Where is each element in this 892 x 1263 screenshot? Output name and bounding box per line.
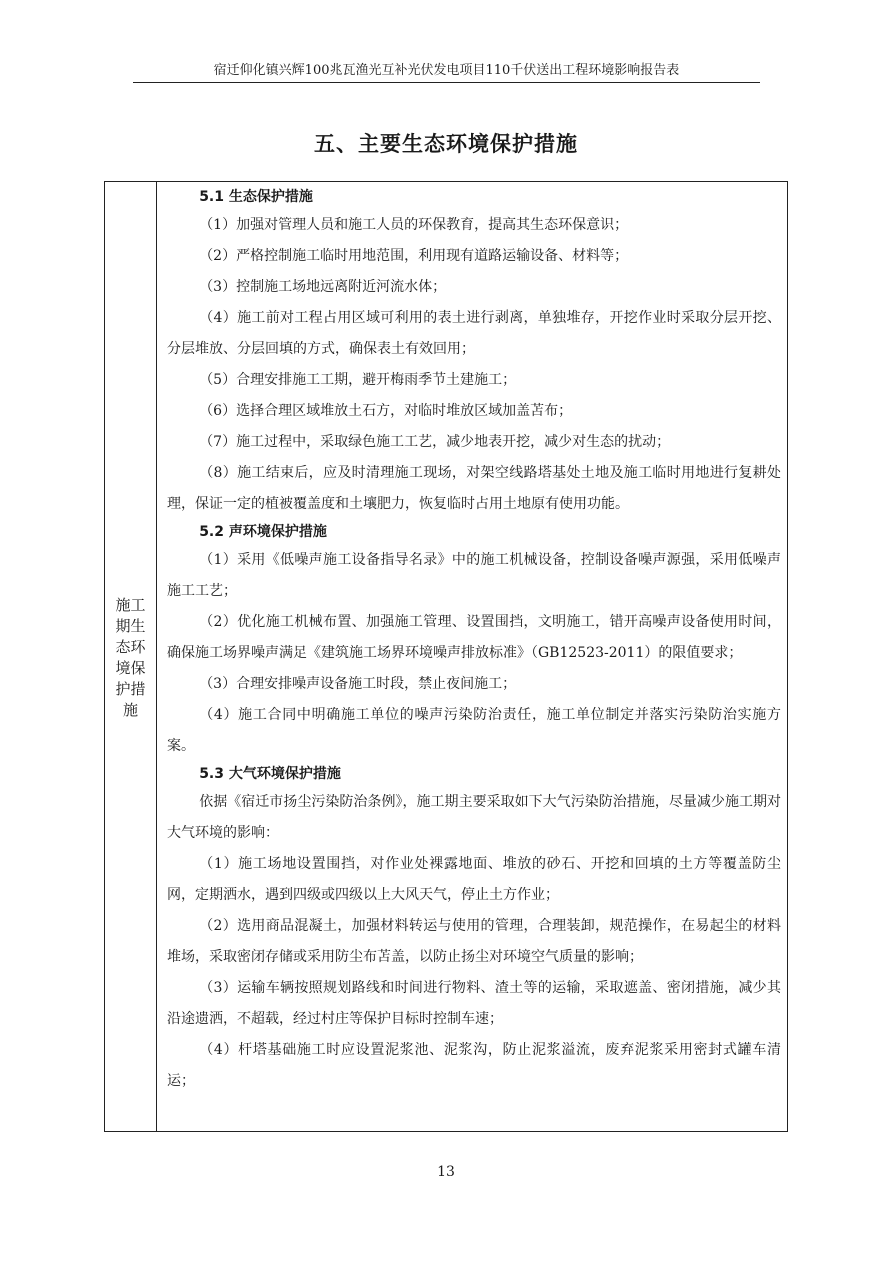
paragraph: （1）采用《低噪声施工设备指导名录》中的施工机械设备，控制设备噪声源强，采用低噪声施工工艺； [167, 552, 781, 599]
paragraph: （4）施工前对工程占用区域可利用的表土进行剥离，单独堆存，开挖作业时采取分层开挖、分层堆放、分层回填的方式，确保表土有效回用； [167, 310, 781, 357]
section-title: 5.2 声环境保护措施 [199, 524, 327, 540]
measures-table [104, 181, 788, 1132]
paragraph: （1）施工场地设置围挡，对作业处裸露地面、堆放的砂石、开挖和回填的土方等覆盖防尘网，定期洒水，遇到四级或四级以上大风天气，停止土方作业； [167, 856, 781, 903]
page-title: 五、主要生态环境保护措施 [314, 132, 578, 156]
paragraph: （8）施工结束后，应及时清理施工现场，对架空线路塔基处土地及施工临时用地进行复耕处理，保证一定的植被覆盖度和土壤肥力，恢复临时占用土地原有使用功能。 [167, 465, 781, 512]
paragraph: 依据《宿迁市扬尘污染防治条例》，施工期主要采取如下大气污染防治措施，尽量减少施工期对大气环境的影响： [167, 794, 781, 841]
page-number: 13 [437, 1164, 455, 1180]
paragraph: （4）杆塔基础施工时应设置泥浆池、泥浆沟，防止泥浆溢流，废弃泥浆采用密封式罐车清运； [167, 1042, 781, 1089]
header-rule [133, 82, 760, 83]
paragraph: （3）控制施工场地远离附近河流水体； [199, 279, 447, 295]
paragraph: （2）优化施工机械布置、加强施工管理、设置围挡，文明施工，错开高噪声设备使用时间，确保施工场界噪声满足《建筑施工场界环境噪声排放标准》（GB12523-2011）的限值要求； [167, 614, 781, 661]
paragraph: （3）合理安排噪声设备施工时段，禁止夜间施工； [199, 676, 517, 692]
section-title: 5.3 大气环境保护措施 [199, 766, 341, 782]
category-label: 施工期生态环境保护措施 [115, 595, 146, 719]
paragraph: （4）施工合同中明确施工单位的噪声污染防治责任，施工单位制定并落实污染防治实施方案。 [167, 707, 781, 754]
measures-content [157, 185, 787, 1097]
category-cell [105, 182, 157, 1131]
section-atmospheric [167, 762, 781, 1097]
section-acoustic [167, 520, 781, 762]
running-header: 宿迁仰化镇兴辉100兆瓦渔光互补光伏发电项目110千伏送出工程环境影响报告表 [213, 63, 680, 78]
section-ecological [167, 185, 781, 520]
paragraph: （5）合理安排施工工期，避开梅雨季节土建施工； [199, 372, 517, 388]
paragraph: （7）施工过程中，采取绿色施工工艺，减少地表开挖，减少对生态的扰动； [199, 434, 671, 450]
paragraph: （2）选用商品混凝土，加强材料转运与使用的管理，合理装卸，规范操作，在易起尘的材料堆场，采取密闭存储或采用防尘布苫盖，以防止扬尘对环境空气质量的影响； [167, 918, 781, 965]
paragraph: （3）运输车辆按照规划路线和时间进行物料、渣土等的运输，采取遮盖、密闭措施，减少其沿途遗洒，不超载，经过村庄等保护目标时控制车速； [167, 980, 781, 1027]
section-title: 5.1 生态保护措施 [199, 189, 313, 205]
paragraph: （6）选择合理区域堆放土石方，对临时堆放区域加盖苫布； [199, 403, 573, 419]
paragraph: （2）严格控制施工临时用地范围，利用现有道路运输设备、材料等； [199, 248, 629, 264]
paragraph: （1）加强对管理人员和施工人员的环保教育，提高其生态环保意识； [199, 217, 629, 233]
